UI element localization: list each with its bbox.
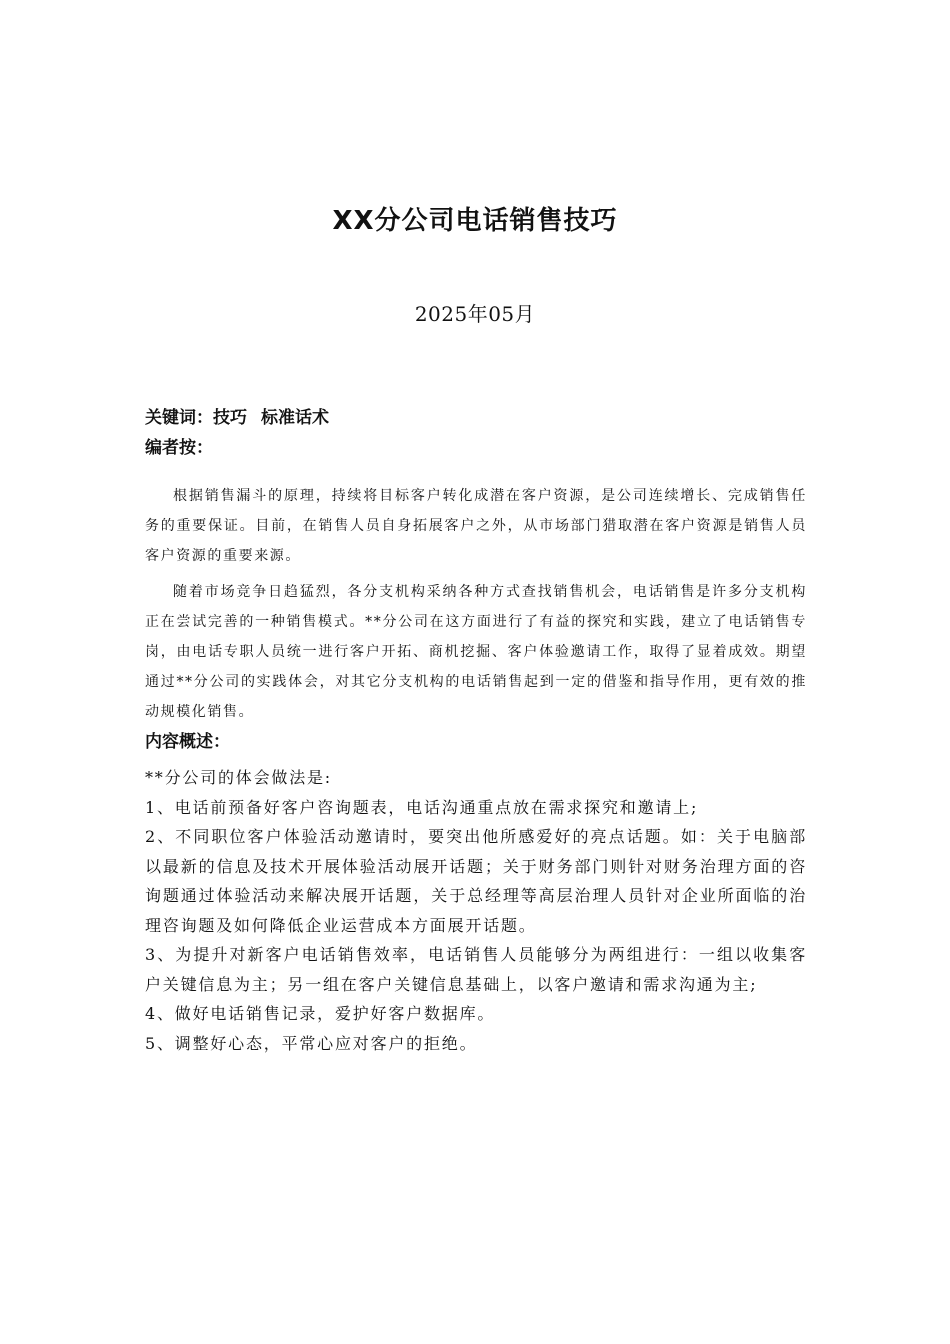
editor-note-paragraph: 根据销售漏斗的原理，持续将目标客户转化成潜在客户资源，是公司连续增长、完成销售任务的重要保证。目前，在销售人员自身拓展客户之外，从市场部门猎取潜在客户资源是销售人员客户资源的重要来源。: [145, 488, 807, 564]
summary-list: [145, 763, 807, 1058]
summary-heading: 内容概述：: [145, 732, 230, 752]
document-body: [145, 403, 807, 1058]
summary-intro: **分公司的体会做法是:: [145, 768, 332, 787]
summary-item: 5、调整好心态，平常心应对客户的拒绝。: [145, 1033, 478, 1053]
document-title: XX分公司电话销售技巧: [332, 206, 618, 236]
summary-item: 3、为提升对新客户电话销售效率，电话销售人员能够分为两组进行：一组以收集客户关键信息为主；另一组在客户关键信息基础上，以客户邀请和需求沟通为主;: [145, 945, 807, 994]
document-date: 2025年05月: [414, 302, 536, 326]
keywords-label: 关键词：: [145, 408, 213, 428]
keyword-item: 标准话术: [261, 408, 329, 428]
editor-note-paragraph: 随着市场竞争日趋猛烈，各分支机构采纳各种方式查找销售机会，电话销售是许多分支机构正在尝试完善的一种销售模式。**分公司在这方面进行了有益的探究和实践，建立了电话销售专岗，由电话专职人员统一进行客户开拓、商机挖掘、客户体验邀请工作，取得了显着成效。期望通过**分公司的实践体会，对其它分支机构的电话销售起到一定的借鉴和指导作用，更有效的推动规模化销售。: [145, 584, 807, 720]
keywords-line: [145, 403, 807, 433]
summary-item: 4、做好电话销售记录，爱护好客户数据库。: [145, 1004, 496, 1023]
editor-note-heading: 编者按：: [145, 438, 213, 458]
summary-item: 1、电话前预备好客户咨询题表，电话沟通重点放在需求探究和邀请上;: [145, 797, 699, 817]
keyword-item: 技巧: [213, 408, 247, 428]
summary-item: 2、不同职位客户体验活动邀请时，要突出他所感爱好的亮点话题。如：关于电脑部以最新的信息及技术开展体验活动展开话题；关于财务部门则针对财务治理方面的咨询题通过体验活动来解决展开话题，关于总经理等高层治理人员针对企业所面临的治理咨询题及如何降低企业运营成本方面展开话题。: [145, 827, 807, 935]
